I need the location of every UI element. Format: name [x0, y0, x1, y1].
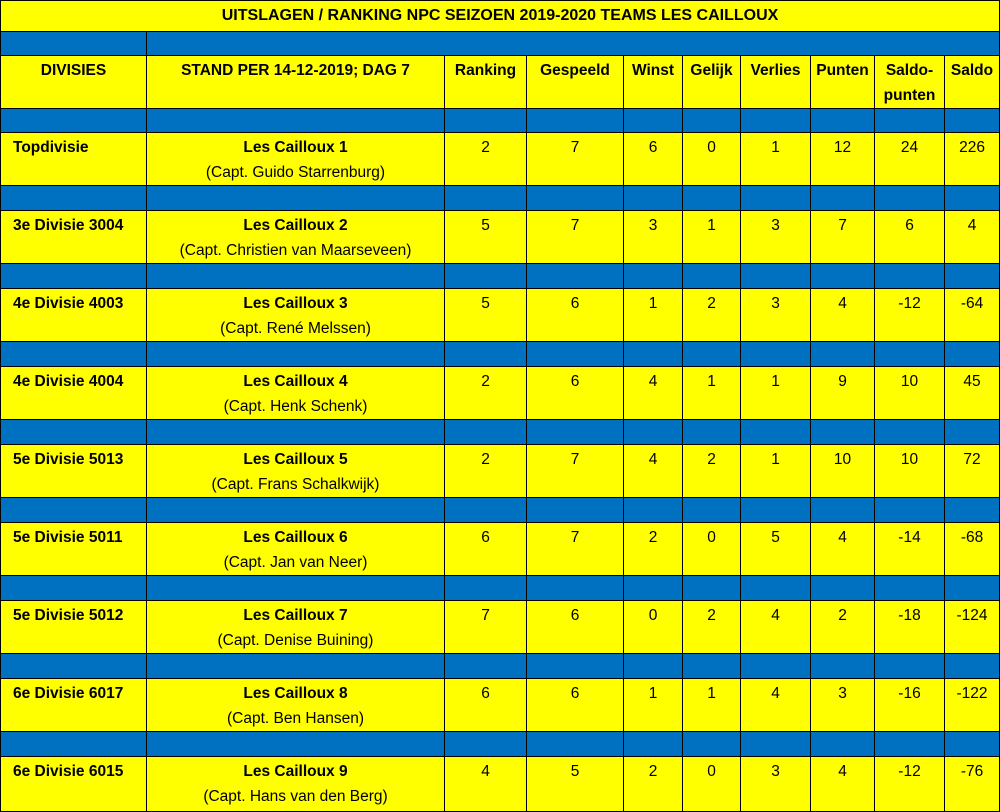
spacer-row: [1, 109, 1000, 133]
table-row: [1, 133, 1000, 186]
gespeeld-cell: 7: [527, 523, 624, 576]
col-header-punten: Punten: [811, 56, 875, 109]
verlies-cell: 3: [741, 289, 811, 342]
spacer-row: [1, 654, 1000, 679]
saldo-cell: -64: [945, 289, 1000, 342]
spacer-row: [1, 32, 1000, 56]
table-row: [1, 289, 1000, 342]
verlies-cell: 5: [741, 523, 811, 576]
title-row: [1, 1, 1000, 32]
team-name: Les Cailloux 2: [243, 217, 348, 234]
winst-cell: 0: [624, 601, 683, 654]
gespeeld-cell: 6: [527, 679, 624, 732]
saldo-cell: 45: [945, 367, 1000, 420]
saldo-cell: -76: [945, 757, 1000, 812]
col-header-verlies: Verlies: [741, 56, 811, 109]
ranking-cell: 4: [445, 757, 527, 812]
gelijk-cell: 1: [683, 367, 741, 420]
division-cell: 3e Divisie 3004: [1, 211, 147, 264]
gespeeld-cell: 6: [527, 601, 624, 654]
team-cell: [147, 523, 445, 576]
saldopunten-cell: 6: [875, 211, 945, 264]
gelijk-cell: 0: [683, 757, 741, 812]
col-header-saldopunten: Saldo-punten: [875, 56, 945, 109]
col-header-gelijk: Gelijk: [683, 56, 741, 109]
saldo-cell: 72: [945, 445, 1000, 498]
table-row: [1, 679, 1000, 732]
punten-cell: 7: [811, 211, 875, 264]
ranking-cell: 2: [445, 133, 527, 186]
gespeeld-cell: 7: [527, 445, 624, 498]
saldopunten-cell: 24: [875, 133, 945, 186]
spacer-row: [1, 264, 1000, 289]
verlies-cell: 3: [741, 757, 811, 812]
team-captain: (Capt. Guido Starrenburg): [205, 164, 386, 181]
gespeeld-cell: 5: [527, 757, 624, 812]
gelijk-cell: 1: [683, 211, 741, 264]
col-header-gespeeld: Gespeeld: [527, 56, 624, 109]
spacer-row: [1, 342, 1000, 367]
verlies-cell: 1: [741, 133, 811, 186]
winst-cell: 2: [624, 757, 683, 812]
verlies-cell: 4: [741, 679, 811, 732]
division-cell: 6e Divisie 6017: [1, 679, 147, 732]
punten-cell: 3: [811, 679, 875, 732]
table-row: [1, 211, 1000, 264]
team-name: Les Cailloux 3: [243, 295, 348, 312]
saldopunten-cell: -18: [875, 601, 945, 654]
team-captain: (Capt. Denise Buining): [217, 632, 374, 649]
saldo-cell: 226: [945, 133, 1000, 186]
spacer-row: [1, 576, 1000, 601]
col-header-stand: STAND PER 14-12-2019; DAG 7: [147, 56, 445, 109]
gespeeld-cell: 7: [527, 133, 624, 186]
division-cell: 5e Divisie 5013: [1, 445, 147, 498]
winst-cell: 4: [624, 445, 683, 498]
winst-cell: 1: [624, 289, 683, 342]
team-captain: (Capt. Frans Schalkwijk): [211, 476, 380, 493]
division-cell: 6e Divisie 6015: [1, 757, 147, 812]
team-name: Les Cailloux 1: [243, 139, 348, 156]
saldo-cell: 4: [945, 211, 1000, 264]
saldo-cell: -124: [945, 601, 1000, 654]
table-row: [1, 367, 1000, 420]
punten-cell: 4: [811, 757, 875, 812]
winst-cell: 3: [624, 211, 683, 264]
team-captain: (Capt. Ben Hansen): [227, 710, 364, 727]
gelijk-cell: 0: [683, 133, 741, 186]
division-cell: 4e Divisie 4003: [1, 289, 147, 342]
punten-cell: 4: [811, 289, 875, 342]
punten-cell: 9: [811, 367, 875, 420]
col-header-ranking: Ranking: [445, 56, 527, 109]
ranking-cell: 5: [445, 289, 527, 342]
saldopunten-cell: 10: [875, 445, 945, 498]
division-cell: 5e Divisie 5011: [1, 523, 147, 576]
table-row: [1, 445, 1000, 498]
saldo-cell: -122: [945, 679, 1000, 732]
team-captain: (Capt. René Melssen): [220, 320, 371, 337]
team-captain: (Capt. Jan van Neer): [223, 554, 368, 571]
gelijk-cell: 0: [683, 523, 741, 576]
verlies-cell: 3: [741, 211, 811, 264]
gelijk-cell: 1: [683, 679, 741, 732]
spacer-row: [1, 732, 1000, 757]
team-cell: [147, 679, 445, 732]
header-row: [1, 56, 1000, 109]
division-cell: 4e Divisie 4004: [1, 367, 147, 420]
verlies-cell: 4: [741, 601, 811, 654]
table-row: [1, 523, 1000, 576]
winst-cell: 2: [624, 523, 683, 576]
punten-cell: 2: [811, 601, 875, 654]
team-cell: [147, 367, 445, 420]
gespeeld-cell: 7: [527, 211, 624, 264]
ranking-cell: 6: [445, 679, 527, 732]
division-cell: 5e Divisie 5012: [1, 601, 147, 654]
ranking-cell: 2: [445, 367, 527, 420]
table-row: [1, 601, 1000, 654]
saldopunten-cell: -12: [875, 757, 945, 812]
col-header-divisies: DIVISIES: [1, 56, 147, 109]
spacer-row: [1, 186, 1000, 211]
team-cell: [147, 211, 445, 264]
team-cell: [147, 289, 445, 342]
team-name: Les Cailloux 7: [243, 607, 348, 624]
gelijk-cell: 2: [683, 601, 741, 654]
gespeeld-cell: 6: [527, 367, 624, 420]
saldopunten-cell: -14: [875, 523, 945, 576]
gelijk-cell: 2: [683, 445, 741, 498]
division-cell: Topdivisie: [1, 133, 147, 186]
winst-cell: 4: [624, 367, 683, 420]
winst-cell: 1: [624, 679, 683, 732]
table-title: UITSLAGEN / RANKING NPC SEIZOEN 2019-2020 TEAMS LES CAILLOUX: [1, 1, 1000, 32]
spacer-row: [1, 420, 1000, 445]
punten-cell: 4: [811, 523, 875, 576]
ranking-cell: 5: [445, 211, 527, 264]
team-cell: [147, 757, 445, 812]
gespeeld-cell: 6: [527, 289, 624, 342]
team-name: Les Cailloux 4: [243, 373, 348, 390]
team-name: Les Cailloux 9: [243, 763, 348, 780]
team-name: Les Cailloux 5: [243, 451, 348, 468]
saldopunten-cell: -12: [875, 289, 945, 342]
winst-cell: 6: [624, 133, 683, 186]
gelijk-cell: 2: [683, 289, 741, 342]
spacer-row: [1, 498, 1000, 523]
team-cell: [147, 445, 445, 498]
team-captain: (Capt. Hans van den Berg): [203, 788, 388, 805]
team-captain: (Capt. Henk Schenk): [223, 398, 368, 415]
saldo-cell: -68: [945, 523, 1000, 576]
team-captain: (Capt. Christien van Maarseveen): [179, 242, 412, 259]
verlies-cell: 1: [741, 367, 811, 420]
saldopunten-cell: -16: [875, 679, 945, 732]
verlies-cell: 1: [741, 445, 811, 498]
saldopunten-cell: 10: [875, 367, 945, 420]
team-cell: [147, 601, 445, 654]
col-header-winst: Winst: [624, 56, 683, 109]
col-header-saldo: Saldo: [945, 56, 1000, 109]
table-row: [1, 757, 1000, 812]
team-name: Les Cailloux 6: [243, 529, 348, 546]
team-cell: [147, 133, 445, 186]
punten-cell: 10: [811, 445, 875, 498]
ranking-cell: 6: [445, 523, 527, 576]
punten-cell: 12: [811, 133, 875, 186]
ranking-cell: 2: [445, 445, 527, 498]
ranking-cell: 7: [445, 601, 527, 654]
team-name: Les Cailloux 8: [243, 685, 348, 702]
